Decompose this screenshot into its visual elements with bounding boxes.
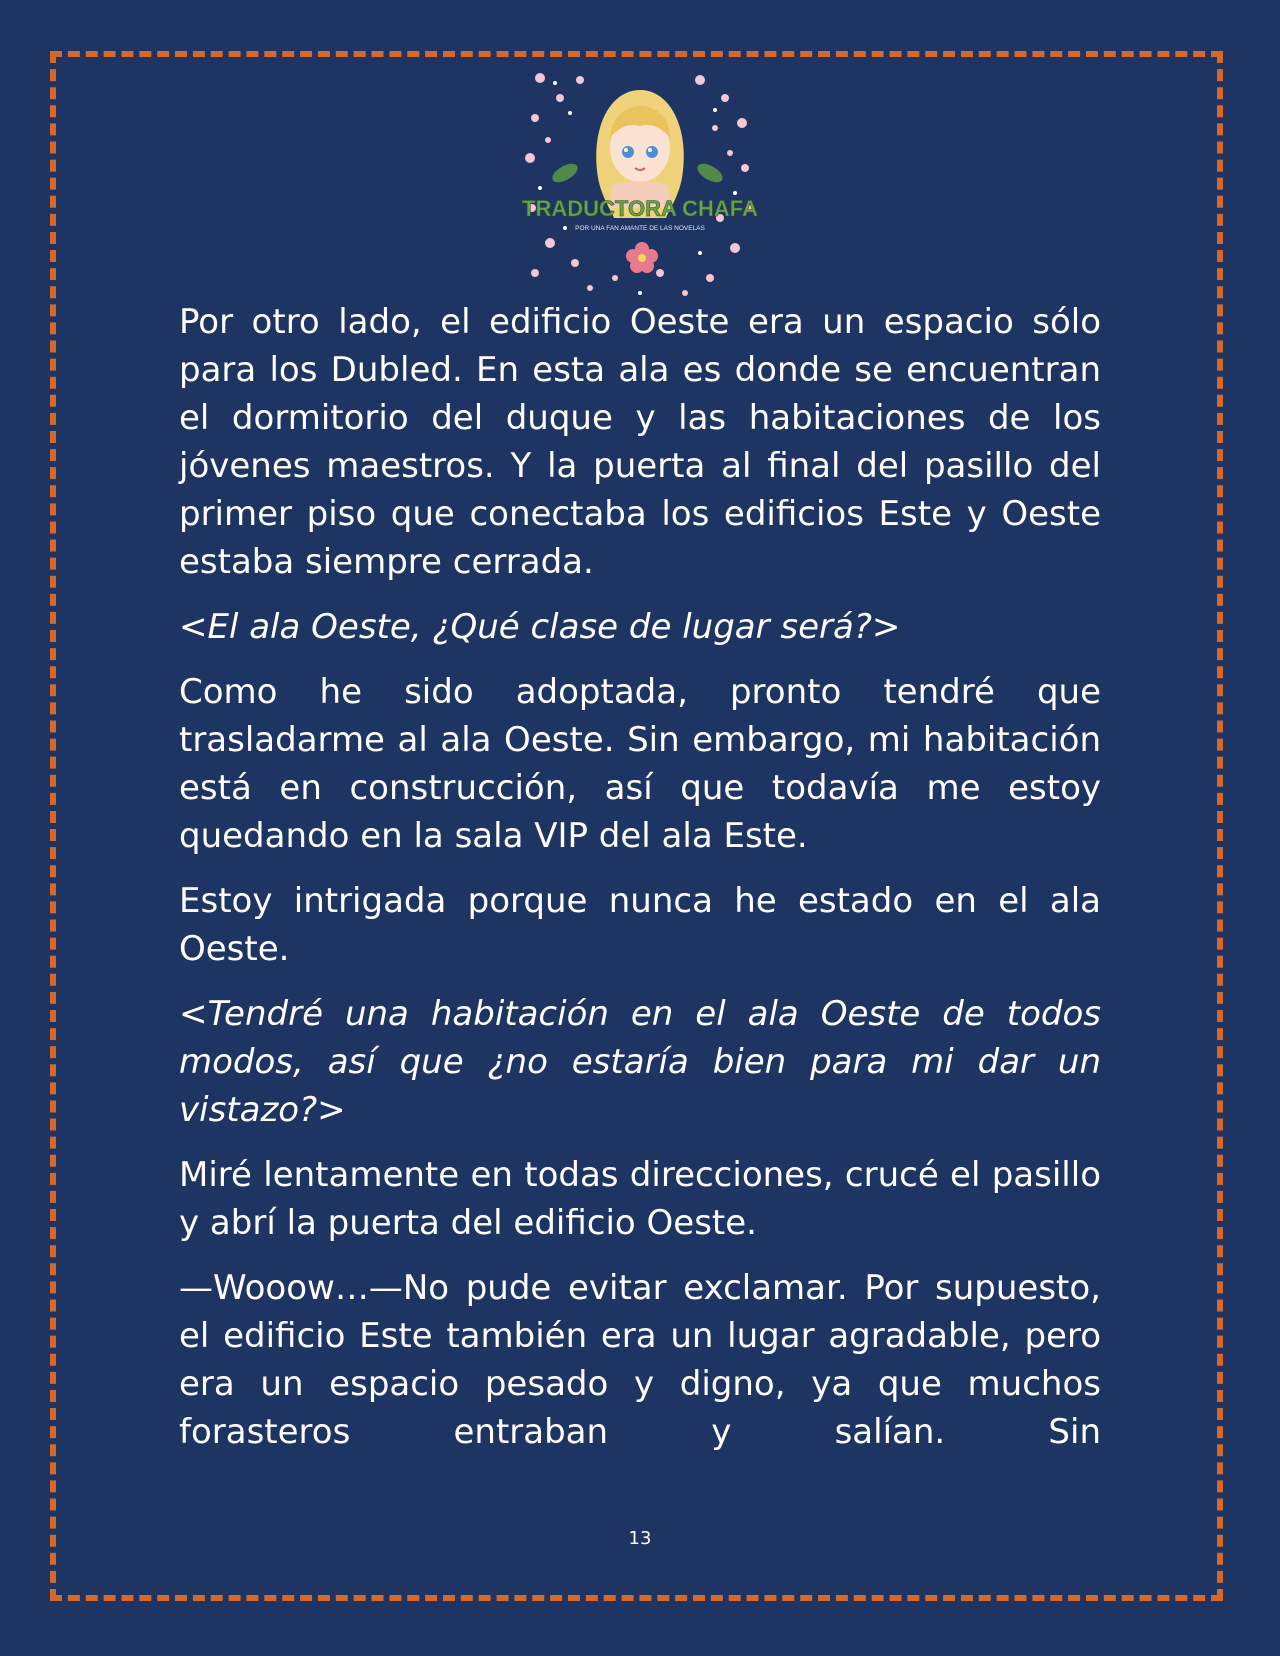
translator-logo (520, 68, 760, 300)
logo-title: TRADUCTORA CHAFA (522, 196, 758, 221)
paragraph-4: Miré lentamente en todas direcciones, crucé el pasillo y abrí la puerta del edificio Oeste. (179, 1155, 1101, 1243)
page-number: 13 (628, 1528, 652, 1549)
paragraph-2: Como he sido adoptada, pronto tendré que trasladarme al ala Oeste. Sin embargo, mi habitación está en construcción, así que todavía me estoy quedando en la sala VIP del ala Este. (179, 672, 1101, 856)
logo-tagline: POR UNA FAN AMANTE DE LAS NOVELAS (575, 225, 705, 232)
thought-1: <El ala Oeste, ¿Qué clase de lugar será?> (179, 607, 901, 647)
chapter-text (179, 298, 1101, 1456)
thought-2: <Tendré una habitación en el ala Oeste de todos modos, así que ¿no estaría bien para mi dar un vistazo?> (179, 994, 1101, 1130)
paragraph-3: Estoy intrigada porque nunca he estado en el ala Oeste. (179, 881, 1101, 969)
paragraph-5: —Wooow…—No pude evitar exclamar. Por supuesto, el edificio Este también era un lugar agradable, pero era un espacio pesado y digno, ya que muchos forasteros entraban y salían. Sin (179, 1268, 1101, 1452)
paragraph-1: Por otro lado, el edificio Oeste era un espacio sólo para los Dubled. En esta ala es donde se encuentran el dormitorio del duque y las habitaciones de los jóvenes maestros. Y la puerta al final del pasillo del primer piso que conectaba los edificios Este y Oeste estaba siempre cerrada. (179, 302, 1101, 582)
